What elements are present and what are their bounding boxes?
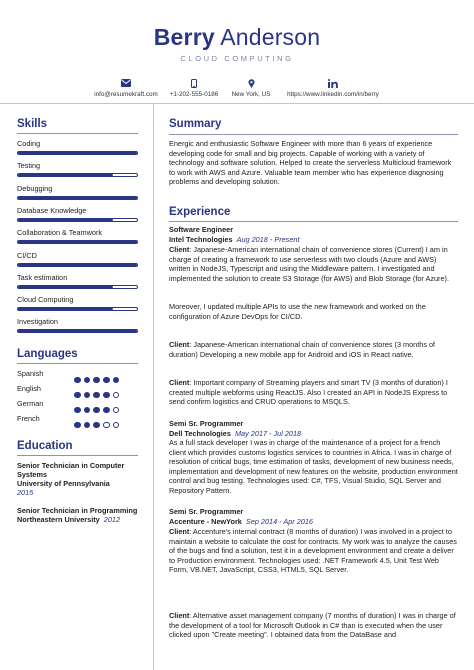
- language-item: [17, 369, 138, 379]
- level-dot: [93, 407, 100, 414]
- contact-email-text: info@resumekraft.com: [94, 91, 158, 98]
- job-paragraph: [169, 245, 459, 283]
- job-company: Dell Technologies: [169, 428, 231, 438]
- skill-item: [17, 273, 138, 289]
- education-school-name: Northeastern University: [17, 515, 100, 524]
- summary-text: Energic and enthusiastic Software Engineer with more than 6 years of experience developing code for small and big projects. Capable of working with a variety of technology and software solution. Helped to create the serverless Multicloud framework to work with AWS and Azure. Valuable team member who has experience diagnosing problems and developing solution.: [169, 139, 452, 186]
- contact-linkedin[interactable]: [278, 79, 388, 98]
- skill-label: Coding: [17, 139, 41, 148]
- skills-rule: [17, 133, 138, 134]
- skill-level-bar: [17, 307, 138, 311]
- level-dot: [103, 407, 110, 414]
- skill-level-fill: [18, 308, 113, 310]
- skill-label: Cloud Computing: [17, 295, 74, 305]
- skill-item: [17, 206, 138, 222]
- job-dates: Sep 2014 - Apr 2016: [245, 516, 313, 526]
- education-degree: Senior Technician in Programming: [17, 506, 138, 515]
- job-dates: May 2017 - Jul 2018: [234, 428, 302, 438]
- skill-item: [17, 251, 138, 267]
- level-dot: [113, 377, 120, 384]
- level-dot: [84, 422, 91, 429]
- job-title-heading: CLOUD COMPUTING: [180, 54, 294, 63]
- level-dot: [93, 422, 100, 429]
- contact-location-text: New York, US: [231, 91, 271, 98]
- experience-heading: Experience: [169, 206, 231, 218]
- level-dot: [74, 392, 81, 399]
- skill-level-fill: [18, 197, 137, 199]
- client-label: Client: [169, 245, 190, 254]
- client-label: Client: [169, 527, 190, 536]
- skill-label: Testing: [17, 161, 41, 171]
- skill-level-bar: [17, 218, 138, 222]
- job-position: Semi Sr. Programmer: [169, 507, 244, 516]
- skill-label: Task estimation: [17, 272, 68, 282]
- candidate-name: [0, 24, 474, 50]
- skill-level-bar: [17, 329, 138, 333]
- contact-email[interactable]: [86, 79, 166, 98]
- level-dot: [103, 422, 110, 429]
- job-paragraph-text: : Accenture's internal contract (8 months of duration) I was involved in a project to maintain a website to calculate the cost for contracts. My work was to analyze the causes of the bugs and find a solution, test it in a development environment and create a deliver to Production environment. Technologies used: .NET Framework 4.5, Unit Test Web Form, VB.NET, JavaScript, CSS3, HTML5, SQL Server.: [169, 527, 457, 574]
- education-item: [17, 461, 147, 497]
- job-paragraph: [169, 378, 459, 407]
- skill-item: [17, 184, 138, 200]
- skill-level-bar: [17, 285, 138, 289]
- skills-heading: Skills: [17, 118, 48, 130]
- language-item: [17, 384, 138, 394]
- contact-phone[interactable]: [162, 79, 226, 98]
- language-item: [17, 399, 138, 409]
- languages-heading: Languages: [17, 348, 78, 360]
- level-dot: [103, 377, 110, 384]
- job-header: [169, 225, 459, 244]
- language-level-dots: [74, 415, 122, 433]
- level-dot: [74, 377, 81, 384]
- skill-level-bar: [17, 173, 138, 177]
- contact-phone-text: +1-202-555-0186: [169, 91, 219, 98]
- job-paragraph: [169, 527, 459, 575]
- skill-item: [17, 228, 138, 244]
- skill-level-bar: [17, 263, 138, 267]
- client-label: Client: [169, 611, 190, 620]
- job-paragraph-text: As a full stack developer I was in charge of the maintenance of a project for a french client which provides customs logistics services to countries in Africa. I was in charge of resolution of critical bugs, time estimation of tasks, development of new business needs, implementation and development of new features on the website, production environment control and bug testing. Technologies used: C#, TFS, Visual Studio, SQL Server and Repository Pattern.: [169, 438, 458, 495]
- job-paragraph: [169, 611, 459, 640]
- job-paragraph-text: Moreover, I updated multiple APIs to use the new framework and worked on the configuration of Azure DevOps for CI/CD.: [169, 302, 426, 321]
- skill-label: Database Knowledge: [17, 205, 87, 215]
- resume-header: [0, 0, 474, 63]
- job-company: Accenture - NewYork: [169, 516, 242, 526]
- job-paragraph-text: : Japanese-American international chain of convenience stores (Current) I am in charge of creating a framework to use serverless with two clouds (Azure and AWS) written in NodeJS, Typescript and using the Middleware pattern. I investigated and implemented the solution to create S3 Storage (for AWS) and Blob Storage (for Azure).: [169, 245, 449, 283]
- skill-item: [17, 161, 138, 177]
- skill-label: CI/CD: [17, 250, 37, 260]
- skill-level-bar: [17, 196, 138, 200]
- level-dot: [74, 422, 81, 429]
- job-company: Intel Technologies: [169, 234, 233, 244]
- skill-level-fill: [18, 286, 113, 288]
- skill-level-bar: [17, 240, 138, 244]
- education-school: [17, 515, 147, 524]
- first-name: Berry: [153, 24, 215, 50]
- contact-bar: [0, 79, 474, 103]
- job-position: Software Engineer: [169, 225, 234, 234]
- skill-level-fill: [18, 174, 113, 176]
- language-item: [17, 414, 138, 424]
- column-divider: [153, 104, 154, 670]
- level-dot: [93, 392, 100, 399]
- job-paragraph: [169, 302, 459, 321]
- skill-item: [17, 139, 138, 155]
- summary-rule: [169, 134, 458, 135]
- education-year: 2015: [17, 488, 34, 497]
- level-dot: [84, 392, 91, 399]
- phone-icon: [162, 79, 226, 88]
- header-divider: [0, 103, 474, 104]
- languages-rule: [17, 363, 138, 364]
- contact-linkedin-text: https://www.linkedin.com/in/berry: [287, 91, 379, 98]
- level-dot: [113, 392, 120, 399]
- skill-item: [17, 295, 138, 311]
- client-label: Client: [169, 340, 190, 349]
- language-name: Spanish: [17, 369, 44, 378]
- job-header: [169, 419, 459, 438]
- job-paragraph-text: : Alternative asset management company (7 months of duration) I was in charge of the development of a tool for Microsoft Outlook in C# than is executed when the user clicked upon "Create meeting". I obtained data from the DataBase and: [169, 611, 456, 639]
- education-school: University of Pennsylvania: [17, 479, 110, 488]
- job-header: [169, 507, 459, 526]
- language-name: German: [17, 399, 44, 408]
- skill-level-fill: [18, 219, 113, 221]
- skill-level-fill: [18, 330, 137, 332]
- last-name: Anderson: [220, 24, 321, 50]
- job-paragraph: [169, 438, 459, 495]
- experience-rule: [169, 221, 458, 222]
- level-dot: [74, 407, 81, 414]
- skill-label: Collaboration & Teamwork: [17, 228, 103, 238]
- job-paragraph-text: : Japanese-American international chain of convenience stores (3 months of duration) Developing a new mobile app for Android and iOS in React native.: [169, 340, 436, 359]
- job-paragraph-text: : Important company of Streaming players and smart TV (3 months of duration) I created multiple webforms using ReactJS. Also I created an API in NodeJS Express to send confirm logistics and CRUD operations to MSQLS.: [169, 378, 448, 406]
- client-label: Client: [169, 378, 190, 387]
- education-year: 2012: [103, 515, 121, 524]
- skill-level-fill: [18, 241, 137, 243]
- job-position: Semi Sr. Programmer: [169, 419, 244, 428]
- level-dot: [103, 392, 110, 399]
- education-heading: Education: [17, 440, 73, 452]
- skill-item: [17, 317, 138, 333]
- level-dot: [113, 422, 120, 429]
- education-item: [17, 506, 147, 524]
- education-rule: [17, 455, 138, 456]
- contact-location: [225, 79, 277, 98]
- level-dot: [84, 407, 91, 414]
- education-degree: Senior Technician in Computer Systems: [17, 461, 125, 479]
- linkedin-icon: [278, 79, 388, 88]
- location-pin-icon: [225, 79, 277, 88]
- job-dates: Aug 2018 - Present: [236, 234, 300, 244]
- skill-level-fill: [18, 152, 137, 154]
- skill-label: Investigation: [17, 317, 58, 327]
- email-icon: [86, 79, 166, 88]
- level-dot: [84, 377, 91, 384]
- job-paragraph: [169, 340, 459, 359]
- language-name: English: [17, 384, 41, 393]
- skill-level-bar: [17, 151, 138, 155]
- level-dot: [113, 407, 120, 414]
- summary-heading: Summary: [169, 118, 222, 130]
- skill-level-fill: [18, 264, 137, 266]
- skill-label: Debugging: [17, 183, 53, 193]
- language-name: French: [17, 414, 40, 423]
- level-dot: [93, 377, 100, 384]
